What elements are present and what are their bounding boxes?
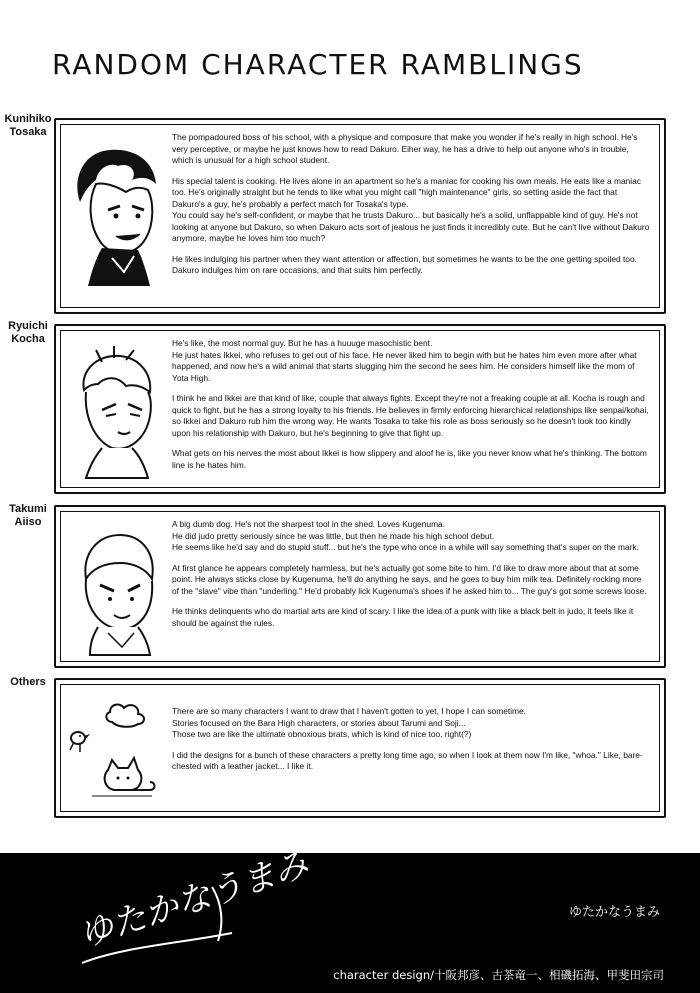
logo-lettering: ゆたかなうまみ [74,844,314,956]
aiiso-portrait-icon [62,519,162,663]
character-name-aiiso: Takumi Aiiso [9,503,47,528]
page-title: RANDOM CHARACTER RAMBLINGS [52,48,584,81]
kocha-portrait-icon [62,340,162,484]
author-name: ゆたかなうまみ [568,905,660,920]
character-description-aiiso: A big dumb dog. He's not the sharpest tool in the shed. Loves Kugenuma. He did judo pretty seriously since he was little, but then he made his high school debut. He seems like he'd say and do stupid stuff... but he's the type who once in a while will say something that's super on the mark. At first glance he appears completely harmless, but he's actually got some bite to him. I'd like to draw more about that at some point. He always sticks close by Kugenuma, he'll do anything he says, and he goes to buy him milk tea. Definitely rocking more of the "slave" vibe than "underling." He'd probably lick Kugenuma's shoes if he asked him to... The guy's got some screws loose. He thinks delinquents who do martial arts are kind of scary. I like the idea of a punk with like a black belt in judo, it feels like it should be against the rules. [172,519,647,628]
character-name-kocha: Ryuichi Kocha [8,320,48,345]
character-panel-aiiso [54,505,666,668]
character-description-tosaka: The pompadoured boss of his school, with a physique and composure that make you wonder if he's really in high school. He's very perceptive, or maybe he just knows how to read Dakuro. Eiher way, he has a drive to help out anyone who's in trouble, which is unusual for a high school student. His special talent is cooking. He lives alone in an apartment so he's a maniac for cooking his own meals. He eats like a maniac too. He's originally straight but he tends to like what you might call "high maintenance" girls, so setting aside the fact that Dakuro's a guy, he's probably a perfect match for Tosaka's type. You could say he's self-confident, or maybe that he trusts Dakuro... but basically he's a solid, unflappable kind of guy. He's not looking at anyone but Dakuro, so when Dakuro acts sort of jealous he just finds it incredibly cute. But he can't live without Dakuro anymore, maybe he loves him too much? He likes indulging his partner when they want attention or affection, but sometimes he wants to be the one getting spoiled too. Dakuro indulges him on rare occasions, and that suits him perfectly. [172,132,650,275]
character-name-others: Others [10,676,46,688]
character-panel-kocha [54,324,666,494]
character-panel-others [54,678,666,818]
character-name-tosaka: Kunihiko Tosaka [4,113,52,138]
tosaka-portrait-icon [62,140,162,294]
bird-cloud-cat-doodle-icon [62,692,162,812]
character-panel-tosaka [54,118,666,314]
handwritten-logo [72,844,314,977]
character-design-credit: character design/十阪邦彦、古茶竜一、相磯拓海、甲斐田宗司 [333,968,664,982]
others-description: There are so many characters I want to draw that I haven't gotten to yet, I hope I can sometime. Stories focused on the Bara High characters, or stories about Tarumi and Soji... Those two are like the ultimate obnoxious brats, which is kind of nice too, right(?) I did the designs for a bunch of these characters a pretty long time ago, so when I look at them now I'm like, "whoa." Like, bare-chested with a leather jacket... I like it. [172,706,643,771]
character-description-kocha: He's like, the most normal guy. But he has a huuuge masochistic bent. He just hates Ikkei, who refuses to get out of his face. He never liked him to begin with but he hates him even more after what happened, and now he's a wild animal that starts slugging him the second he sees him. He considers himself like the mom of Yota High. I think he and Ikkei are that kind of like, couple that always fights. Except they're not a freaking couple at all. Kocha is rough and quick to fight, but he has a strong loyalty to his friends. He believes in firmly enforcing hierarchical relationships like senpai/kohai, so Ikkei and Dakuro rub him the wrong way. He wants Tosaka to take his role as boss seriously so he doesn't look too kindly upon his relationship with Dakuro, but he's beginning to give that fight up. What gets on his nerves the most about Ikkei is how slippery and aloof he is, like you never know what he's thinking. The bottom line is he hates him. [172,338,649,470]
footer-banner [0,844,700,993]
